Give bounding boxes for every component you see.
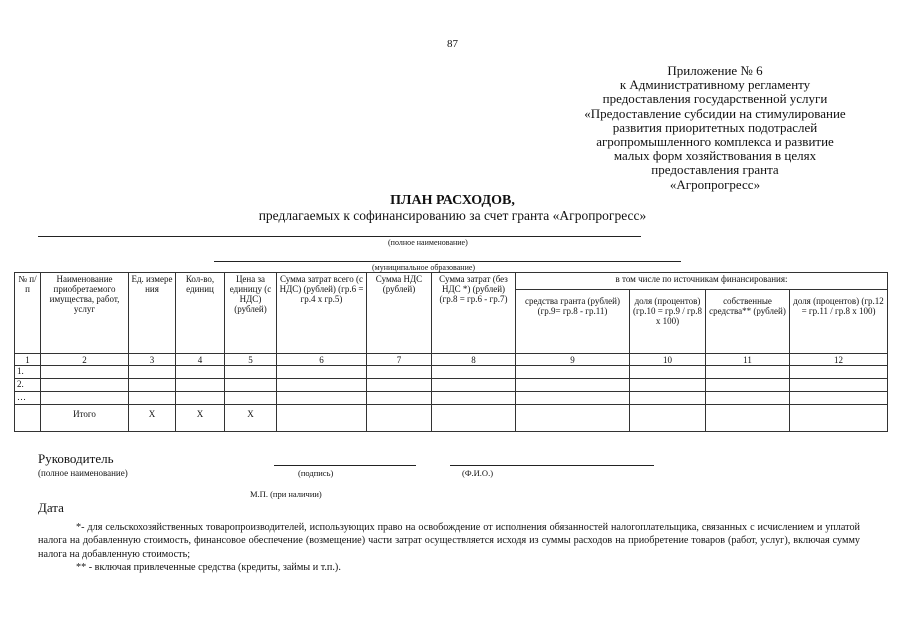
table-cell	[15, 405, 41, 432]
appendix-line: «Предоставление субсидии на стимулирование	[584, 105, 846, 121]
column-number: 4	[176, 354, 225, 366]
municipality-caption: (муниципальное образование)	[372, 263, 476, 272]
date-label: Дата	[38, 500, 64, 515]
table-cell[interactable]	[790, 366, 888, 379]
row-number: …	[15, 392, 41, 405]
table-cell[interactable]	[367, 392, 432, 405]
total-label: Итого	[41, 405, 129, 432]
column-number: 11	[706, 354, 790, 366]
table-cell[interactable]	[432, 366, 516, 379]
header-grant-funds: средства гранта (рублей) (гр.9= гр.8 - гр.11)	[516, 290, 630, 354]
total-quantity-mark: Х	[176, 405, 225, 432]
table-cell[interactable]	[516, 392, 630, 405]
table-row	[15, 379, 888, 392]
header-own-share: доля (процентов) (гр.12 = гр.11 / гр.8 х 100)	[790, 290, 888, 354]
table-cell[interactable]	[367, 405, 432, 432]
table-cell[interactable]	[630, 392, 706, 405]
table-cell[interactable]	[432, 392, 516, 405]
table-cell[interactable]	[706, 379, 790, 392]
table-cell[interactable]	[706, 405, 790, 432]
column-number: 12	[790, 354, 888, 366]
appendix-reference	[525, 64, 905, 192]
table-cell[interactable]	[790, 405, 888, 432]
table-cell[interactable]	[277, 366, 367, 379]
table-cell[interactable]	[225, 366, 277, 379]
row-number: 1.	[15, 366, 41, 379]
header-quantity: Кол-во, единиц	[176, 273, 225, 354]
total-unit-mark: Х	[129, 405, 176, 432]
municipality-line[interactable]	[214, 261, 681, 262]
column-number: 8	[432, 354, 516, 366]
column-number: 2	[41, 354, 129, 366]
footnote-attracted-funds: ** - включая привлеченные средства (кредиты, займы и т.п.).	[76, 562, 341, 574]
header-funding-sources: в том числе по источникам финансирования:	[516, 273, 888, 290]
table-cell[interactable]	[706, 392, 790, 405]
table-cell[interactable]	[432, 405, 516, 432]
appendix-line: к Административному регламенту	[619, 77, 811, 93]
column-number: 1	[15, 354, 41, 366]
appendix-line: предоставления гранта	[651, 162, 779, 178]
header-grant-share: доля (процентов) (гр.10 = гр.9 / гр.8 х 100)	[630, 290, 706, 354]
full-name-caption: (полное наименование)	[388, 238, 468, 247]
table-cell[interactable]	[790, 392, 888, 405]
column-number: 10	[630, 354, 706, 366]
row-number: 2.	[15, 379, 41, 392]
header-number: № п/п	[15, 273, 41, 354]
column-number-row	[15, 354, 888, 366]
appendix-line: «Агропрогресс»	[669, 176, 761, 192]
appendix-line: малых форм хозяйствования в целях	[613, 148, 817, 164]
header-unit: Ед. измере ния	[129, 273, 176, 354]
appendix-line: предоставления государственной услуги	[602, 91, 828, 107]
footnotes	[38, 521, 860, 575]
header-item-name: Наименование приобретаемого имущества, работ, услуг	[41, 273, 129, 354]
document-title: ПЛАН РАСХОДОВ,	[390, 193, 515, 208]
appendix-line: агропромышленного комплекса и развитие	[596, 134, 834, 150]
column-number: 6	[277, 354, 367, 366]
table-cell[interactable]	[225, 379, 277, 392]
full-name-line[interactable]	[38, 236, 641, 237]
table-cell[interactable]	[277, 405, 367, 432]
column-number: 5	[225, 354, 277, 366]
table-cell[interactable]	[41, 379, 129, 392]
column-number: 7	[367, 354, 432, 366]
table-cell[interactable]	[277, 379, 367, 392]
table-cell[interactable]	[367, 379, 432, 392]
appendix-line: развития приоритетных подотраслей	[612, 119, 818, 135]
signature-caption: (подпись)	[298, 468, 334, 478]
table-header-row	[15, 273, 888, 290]
table-cell[interactable]	[706, 366, 790, 379]
table-cell[interactable]	[516, 366, 630, 379]
page-number: 87	[447, 38, 458, 50]
table-cell[interactable]	[630, 366, 706, 379]
column-number: 9	[516, 354, 630, 366]
footnote-first-line: *- для сельскохозяйственных товаропроизводителей, использующих право на освобождение от исполнения обязанностей налогоплательщика, связанных	[76, 522, 748, 533]
header-cost-without-vat: Сумма затрат (без НДС *) (рублей) (гр.8 = гр.6 - гр.7)	[432, 273, 516, 354]
footnote-vat-exemption	[38, 521, 860, 561]
total-price-mark: Х	[225, 405, 277, 432]
total-row	[15, 405, 888, 432]
footnote-continuation: с исчислением и уплатой налога на добавленную стоимость, финансовое обеспечение (возмещение) части затрат осуществляется исходя из суммы расходов на приобретение товаров (работ, услуг), включая сумму налога на добавленную стоимость;	[38, 522, 860, 560]
header-vat: Сумма НДС (рублей)	[367, 273, 432, 354]
fio-line[interactable]	[450, 465, 654, 466]
signature-line[interactable]	[274, 465, 416, 466]
table-cell[interactable]	[516, 379, 630, 392]
table-cell[interactable]	[41, 366, 129, 379]
fio-caption: (Ф.И.О.)	[462, 468, 494, 478]
table-cell[interactable]	[41, 392, 129, 405]
table-cell[interactable]	[176, 392, 225, 405]
table-cell[interactable]	[367, 366, 432, 379]
header-own-funds: собственные средства** (рублей)	[706, 290, 790, 354]
stamp-note: М.П. (при наличии)	[250, 489, 322, 499]
table-cell[interactable]	[516, 405, 630, 432]
table-cell[interactable]	[225, 392, 277, 405]
table-row	[15, 366, 888, 379]
table-cell[interactable]	[129, 392, 176, 405]
table-cell[interactable]	[790, 379, 888, 392]
table-cell[interactable]	[432, 379, 516, 392]
table-row	[15, 392, 888, 405]
table-cell[interactable]	[630, 405, 706, 432]
header-total-cost: Сумма затрат всего (с НДС) (рублей) (гр.6 = гр.4 х гр.5)	[277, 273, 367, 354]
table-cell[interactable]	[176, 379, 225, 392]
document-subtitle: предлагаемых к софинансированию за счет гранта «Агропрогресс»	[258, 208, 647, 223]
column-number: 3	[129, 354, 176, 366]
header-unit-price: Цена за единицу (с НДС) (рублей)	[225, 273, 277, 354]
expense-plan-table	[14, 272, 888, 432]
appendix-line: Приложение № 6	[667, 63, 763, 78]
table-cell[interactable]	[277, 392, 367, 405]
table-cell[interactable]	[129, 379, 176, 392]
table-cell[interactable]	[630, 379, 706, 392]
head-label: Руководитель	[38, 451, 114, 466]
head-caption: (полное наименование)	[38, 468, 128, 478]
table-cell[interactable]	[176, 366, 225, 379]
table-cell[interactable]	[129, 366, 176, 379]
